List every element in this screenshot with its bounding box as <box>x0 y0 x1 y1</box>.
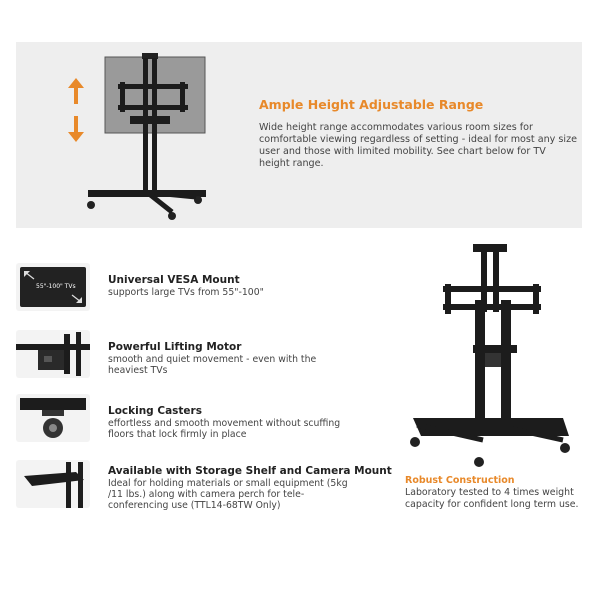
storage-shelf-thumbnail <box>16 460 90 508</box>
tv-size-label: 55"-100" TVs <box>36 283 76 290</box>
banner-title: Ample Height Adjustable Range <box>259 97 484 112</box>
vesa-mount-thumbnail <box>16 263 90 311</box>
tv-stand-banner-image <box>80 50 210 225</box>
casters-thumbnail <box>16 394 90 442</box>
feature-title-motor: Powerful Lifting Motor <box>108 341 242 353</box>
feature-title-vesa: Universal VESA Mount <box>108 274 240 286</box>
feature-desc-casters: effortless and smooth movement without scuffing floors that lock firmly in place <box>108 418 341 440</box>
robust-construction-title: Robust Construction <box>405 475 515 486</box>
feature-desc-vesa: supports large TVs from 55"-100" <box>108 287 264 298</box>
caster-image <box>16 394 90 442</box>
robust-construction-desc: Laboratory tested to 4 times weight capacity for confident long term use. <box>405 487 579 510</box>
shelf-image <box>16 460 90 508</box>
feature-title-shelf: Available with Storage Shelf and Camera Mount <box>108 465 392 477</box>
feature-desc-shelf: Ideal for holding materials or small equipment (5kg /11 lbs.) along with camera perch for tele-conferencing use (TTL14-68TW Only) <box>108 478 348 511</box>
feature-desc-motor: smooth and quiet movement - even with the heaviest TVs <box>108 354 317 376</box>
motor-image <box>16 330 90 378</box>
tv-stand-product-image <box>403 240 578 470</box>
banner-description: Wide height range accommodates various room sizes for comfortable viewing regardless of setting - ideal for most any size user and those with limited mobility. See chart below for TV height range. <box>259 122 578 169</box>
lifting-motor-thumbnail <box>16 330 90 378</box>
feature-title-casters: Locking Casters <box>108 405 202 417</box>
